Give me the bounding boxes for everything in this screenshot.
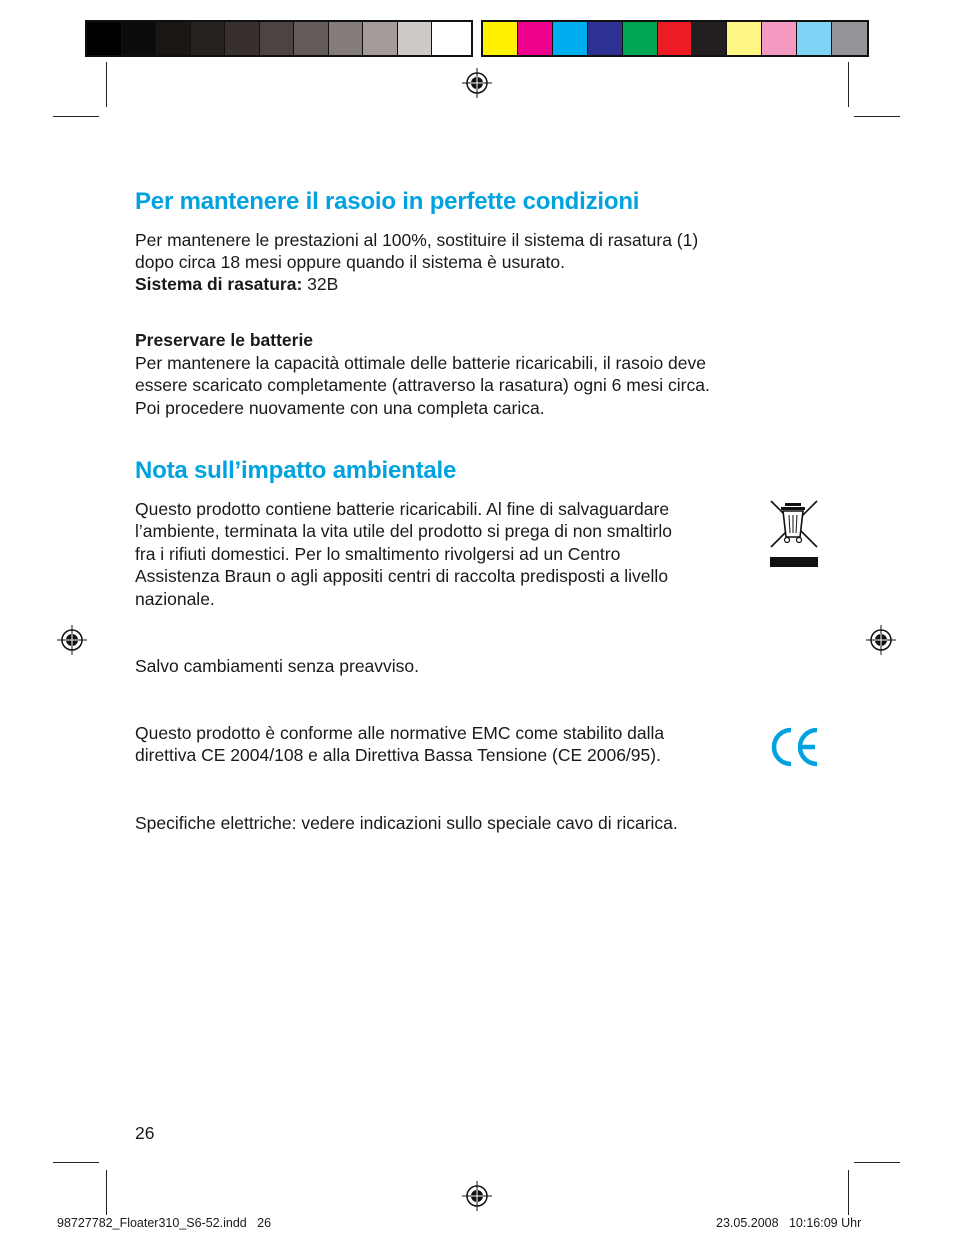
battery-heading: Preservare le batterie <box>135 330 314 350</box>
crop-mark <box>106 1170 107 1215</box>
spec-value: 32B <box>302 274 339 294</box>
registration-mark-icon <box>57 625 87 655</box>
section-heading-maintenance: Per mantenere il rasoio in perfette condizioni <box>135 188 640 215</box>
color-swatch <box>363 22 398 55</box>
color-swatch <box>553 22 588 55</box>
footer-timestamp: 23.05.2008 10:16:09 Uhr <box>716 1216 862 1230</box>
battery-paragraph: Per mantenere la capacità ottimale delle batterie ricaricabili, il rasoio deve essere scaricato completamente (attraverso la rasatura) ogni 6 mesi circa. Poi procedere nuovamente con una completa carica. <box>135 353 710 418</box>
crop-mark <box>106 62 107 107</box>
color-swatch <box>329 22 364 55</box>
color-swatch <box>623 22 658 55</box>
crop-mark <box>848 62 849 107</box>
color-swatch <box>483 22 518 55</box>
registration-mark-icon <box>462 1181 492 1211</box>
crop-mark <box>854 116 900 117</box>
electrical-specs-text: Specifiche elettriche: vedere indicazioni sullo speciale cavo di ricarica. <box>135 813 678 833</box>
registration-mark-icon <box>866 625 896 655</box>
spec-label: Sistema di rasatura: <box>135 274 303 294</box>
process-color-bar <box>481 20 869 57</box>
crossed-out-wheelie-bin-icon <box>768 497 820 569</box>
emc-paragraph: Questo prodotto è conforme alle normative EMC come stabilito dalla direttiva CE 2004/108 e alla Direttiva Bassa Tensione (CE 2006/95). <box>135 723 665 766</box>
color-swatch <box>518 22 553 55</box>
color-swatch <box>588 22 623 55</box>
color-swatch <box>658 22 693 55</box>
color-swatch <box>156 22 191 55</box>
crop-mark <box>854 1162 900 1163</box>
crop-mark <box>53 116 99 117</box>
color-swatch <box>832 22 867 55</box>
color-swatch <box>122 22 157 55</box>
notice-text: Salvo cambiamenti senza preavviso. <box>135 656 420 676</box>
maintenance-paragraph: Per mantenere le prestazioni al 100%, sostituire il sistema di rasatura (1) dopo circa 18 mesi oppure quando il sistema è usurato. <box>135 230 699 273</box>
color-swatch <box>727 22 762 55</box>
ce-mark-icon <box>768 724 820 770</box>
color-swatch <box>762 22 797 55</box>
page-number: 26 <box>135 1123 155 1143</box>
color-swatch <box>191 22 226 55</box>
footer-file-name: 98727782_Floater310_S6-52.indd 26 <box>57 1216 272 1230</box>
color-swatch <box>432 22 467 55</box>
color-swatch <box>797 22 832 55</box>
color-swatch <box>260 22 295 55</box>
crop-mark <box>848 1170 849 1215</box>
registration-mark-icon <box>462 68 492 98</box>
grayscale-color-bar <box>85 20 473 57</box>
color-swatch <box>294 22 329 55</box>
crop-mark <box>53 1162 99 1163</box>
color-swatch <box>87 22 122 55</box>
environment-paragraph: Questo prodotto contiene batterie ricaricabili. Al fine di salvaguardare l’ambiente, terminata la vita utile del prodotto si prega di non smaltirlo fra i rifiuti domestici. Per lo smaltimento rivolgersi ad un Centro Assistenza Braun o agli appositi centri di raccolta predisposti a livello nazionale. <box>135 499 672 609</box>
color-swatch <box>692 22 727 55</box>
color-swatch <box>398 22 433 55</box>
shaving-system-spec <box>135 273 338 295</box>
section-heading-environment: Nota sull’impatto ambientale <box>135 457 457 484</box>
color-swatch <box>225 22 260 55</box>
